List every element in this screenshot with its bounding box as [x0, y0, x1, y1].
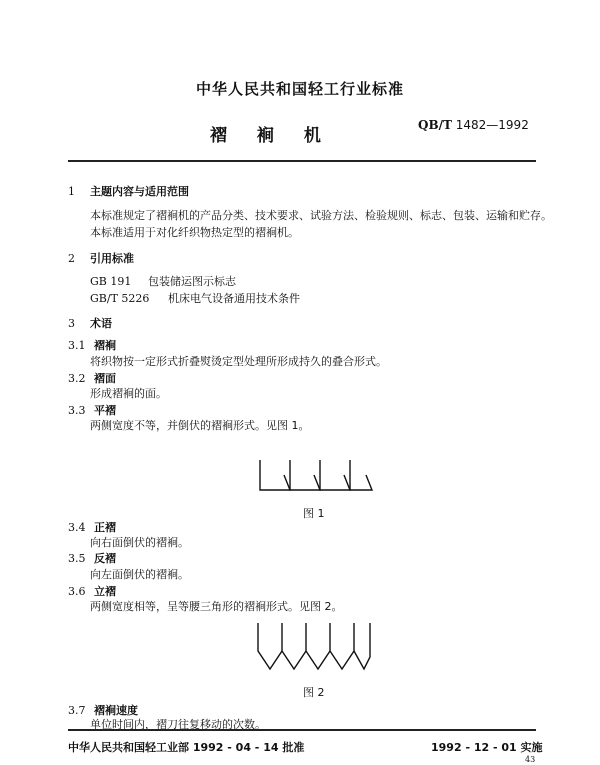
section-1-paragraph-1: 本标准规定了褶裥机的产品分类、技术要求、试验方法、检验规则、标志、包装、运输和贮存。 [90, 209, 552, 222]
reference-title: 机床电气设备通用技术条件 [168, 292, 300, 305]
term-name: 正褶 [94, 521, 116, 534]
term-3-4-definition: 向右面倒伏的褶裥。 [90, 536, 189, 549]
term-3-5-definition: 向左面倒伏的褶裥。 [90, 568, 189, 581]
term-name: 褶面 [94, 372, 116, 385]
term-3-6-heading [68, 583, 116, 599]
term-name: 立褶 [94, 585, 116, 598]
figure-2-standing-pleat-diagram [248, 617, 378, 673]
term-3-2-definition: 形成褶裥的面。 [90, 387, 167, 400]
term-number: 3.2 [68, 372, 86, 385]
page-number: 43 [525, 755, 536, 764]
term-3-1-definition: 将织物按一定形式折叠熨烫定型处理所形成持久的叠合形式。 [90, 355, 387, 368]
figure-2-caption: 图 2 [303, 686, 325, 699]
reference-code: GB 191 [90, 275, 132, 288]
header-divider [68, 160, 536, 162]
standard-code-number: 1482—1992 [455, 118, 529, 132]
section-title: 术语 [90, 317, 112, 330]
term-number: 3.4 [68, 521, 86, 534]
section-number: 3 [68, 317, 75, 330]
term-number: 3.3 [68, 404, 86, 417]
implementation-date: 1992 - 12 - 01 实施 [431, 741, 543, 754]
term-3-7-definition: 单位时间内，褶刀往复移动的次数。 [90, 718, 266, 731]
term-3-3-heading [68, 402, 116, 418]
term-3-3-definition: 两侧宽度不等，并倒伏的褶裥形式。见图 1。 [90, 419, 310, 432]
term-3-2-heading [68, 370, 116, 386]
reference-1 [90, 273, 236, 289]
term-number: 3.1 [68, 339, 86, 352]
figure-1-flat-pleat-diagram [250, 448, 380, 496]
term-name: 平褶 [94, 404, 116, 417]
term-name: 褶裥 [94, 339, 116, 352]
reference-code: GB/T 5226 [90, 292, 150, 305]
standard-category-title: 中华人民共和国轻工行业标准 [195, 80, 404, 98]
section-3-heading [68, 315, 112, 331]
standard-code-prefix: QB/T [418, 118, 452, 132]
figure-1-caption: 图 1 [303, 507, 325, 520]
term-number: 3.5 [68, 552, 86, 565]
standard-code [418, 118, 529, 132]
section-number: 1 [68, 185, 75, 198]
section-1-paragraph-2: 本标准适用于对化纤织物热定型的褶裥机。 [90, 226, 299, 239]
term-3-1-heading [68, 337, 116, 353]
term-3-4-heading [68, 519, 116, 535]
section-title: 主题内容与适用范围 [90, 185, 189, 198]
term-name: 褶裥速度 [94, 704, 138, 717]
document-title: 褶 裥 机 [210, 126, 333, 146]
term-3-6-definition: 两侧宽度相等，呈等腰三角形的褶裥形式。见图 2。 [90, 600, 343, 613]
section-number: 2 [68, 252, 75, 265]
reference-2 [90, 290, 300, 306]
term-name: 反褶 [94, 552, 116, 565]
term-number: 3.6 [68, 585, 86, 598]
section-2-heading [68, 250, 134, 266]
approval-line: 中华人民共和国轻工业部 1992 - 04 - 14 批准 [68, 741, 305, 754]
term-number: 3.7 [68, 704, 86, 717]
section-1-heading [68, 183, 189, 199]
term-3-5-heading [68, 550, 116, 566]
footer-divider [68, 729, 536, 731]
section-title: 引用标准 [90, 252, 134, 265]
reference-title: 包装储运图示标志 [148, 275, 236, 288]
